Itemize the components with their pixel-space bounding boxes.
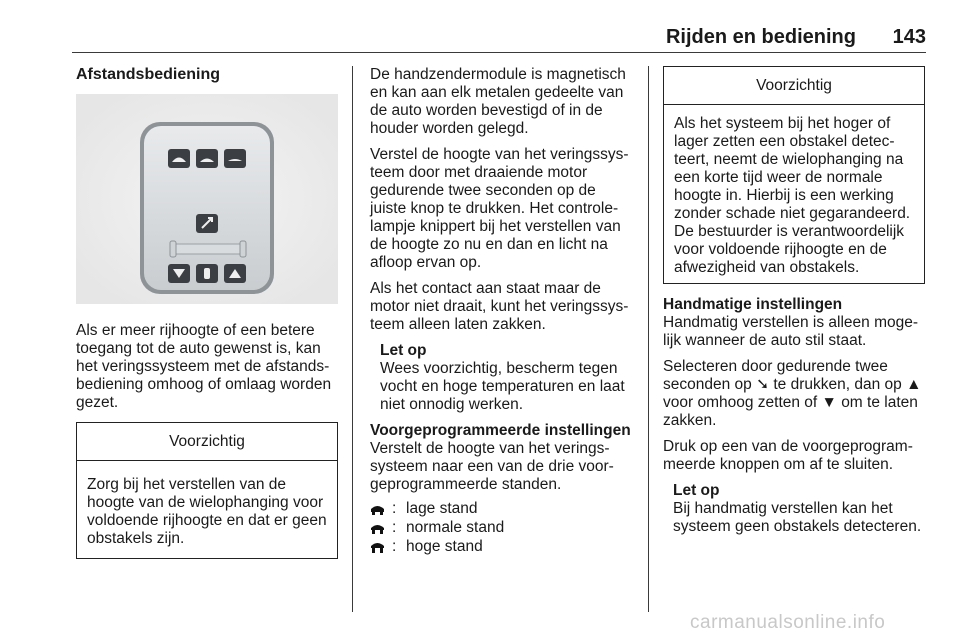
paragraph-adjust: Verstel de hoogte van het veringssys-teem door met draaiende motor gedurende twee seconden op de juiste knop te drukken. Het controle-lampje knippert bij het verstellen van de hoogte zo nu en dan en licht na afloop ervan op. bbox=[370, 146, 629, 271]
paragraph-manual-select: Selecteren door gedurende twee seconden op ➘ te drukken, dan op ▲ voor omhoog zetten of ▼ om te laten zakken. bbox=[663, 358, 922, 429]
column-divider-1 bbox=[352, 66, 353, 612]
note-1-title: Let op bbox=[380, 342, 427, 359]
watermark: carmanualsonline.info bbox=[690, 612, 886, 633]
legend-label-low: lage stand bbox=[406, 499, 478, 517]
legend-colon: : bbox=[392, 518, 397, 536]
column-1 bbox=[76, 66, 338, 559]
legend-row-normal bbox=[370, 518, 634, 537]
car-high-icon bbox=[370, 541, 388, 553]
note-1 bbox=[380, 342, 634, 414]
paragraph-magnet: De handzendermodule is magnetisch en kan aan elk metalen gedeelte van de auto worden bevestigd of in de houder worden gelegd. bbox=[370, 66, 626, 137]
warning-box-2 bbox=[663, 66, 925, 284]
page-header bbox=[72, 22, 926, 53]
legend-colon: : bbox=[392, 499, 397, 517]
subhead-manual: Handmatige instellingen bbox=[663, 296, 843, 313]
column-2 bbox=[370, 66, 634, 556]
subhead-presets: Voorgeprogrammeerde instellingen bbox=[370, 422, 631, 439]
car-normal-icon bbox=[370, 522, 388, 534]
preset-buttons bbox=[168, 149, 246, 168]
warning-box-1 bbox=[76, 422, 338, 559]
legend-row-high bbox=[370, 537, 634, 556]
paragraph-ignition: Als het contact aan staat maar de motor niet draait, kunt het veringssys-teem alleen laten zakken. bbox=[370, 280, 629, 333]
warning-box-1-title: Voorzichtig bbox=[77, 423, 337, 461]
legend-label-normal: normale stand bbox=[406, 518, 505, 536]
column-3 bbox=[663, 66, 927, 536]
remote-control-illustration bbox=[76, 94, 338, 304]
warning-box-2-title: Voorzichtig bbox=[664, 67, 924, 105]
section-title: Afstandsbediening bbox=[76, 66, 221, 83]
intro-paragraph: Als er meer rijhoogte of een betere toegang tot de auto gewenst is, kan het veringssysteem met de afstands-bediening omhoog of omlaag worden gezet. bbox=[76, 322, 332, 411]
paragraph-presets: Verstelt de hoogte van het verings-systeem naar een van de drie voor-geprogrammeerde standen. bbox=[370, 440, 614, 493]
column-divider-2 bbox=[648, 66, 649, 612]
paragraph-manual-exit: Druk op een van de voorgeprogram-meerde knoppen om af te sluiten. bbox=[663, 438, 913, 473]
manual-adjust-buttons bbox=[168, 264, 246, 283]
car-low-icon bbox=[370, 503, 388, 515]
warning-box-2-body: Als het systeem bij het hoger of lager zetten een obstakel detec-teert, neemt de wielophanging na een korte tijd weer de normale hoogte in. Hierbij is een werking zonder schade niet gegarandeerd. De bestuurder is verantwoordelijk voor voldoende rijhoogte en de afwezigheid van obstakels. bbox=[674, 115, 911, 276]
note-2 bbox=[673, 482, 927, 536]
legend-row-low bbox=[370, 499, 634, 518]
paragraph-manual-standstill: Handmatig verstellen is alleen moge-lijk wanneer de auto stil staat. bbox=[663, 314, 919, 349]
note-1-body: Wees voorzichtig, bescherm tegen vocht en hoge temperaturen en laat niet onnodig werken. bbox=[380, 360, 625, 413]
header-title: Rijden en bediening bbox=[665, 26, 856, 48]
preset-legend bbox=[370, 499, 634, 556]
note-2-body: Bij handmatig verstellen kan het systeem geen obstakels detecteren. bbox=[673, 500, 922, 535]
warning-box-1-body: Zorg bij het verstellen van de hoogte van de wielophanging voor voldoende rijhoogte en dat er geen obstakels zijn. bbox=[87, 476, 327, 547]
page-number: 143 bbox=[892, 26, 926, 48]
legend-label-high: hoge stand bbox=[406, 537, 483, 555]
manual-mode-button bbox=[196, 214, 218, 233]
legend-colon: : bbox=[392, 537, 397, 555]
note-2-title: Let op bbox=[673, 482, 720, 499]
remote-control-image bbox=[76, 94, 338, 304]
